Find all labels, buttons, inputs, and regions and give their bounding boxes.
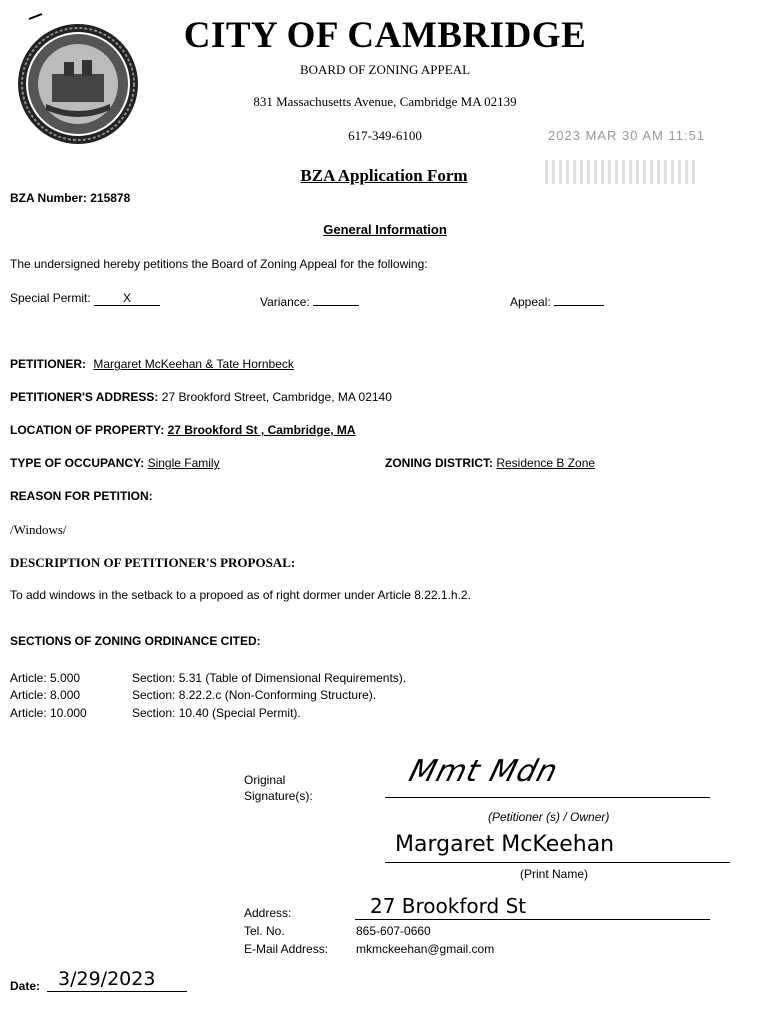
special-permit-field[interactable]: X [94,291,160,306]
sections-row-1 [10,671,406,685]
board-name: BOARD OF ZONING APPEAL [299,62,471,77]
description-label: DESCRIPTION OF PETITIONER'S PROPOSAL: [10,555,296,570]
form-title: BZA Application Form [300,166,468,185]
section-1: Section: 5.31 (Table of Dimensional Requirements). [132,671,407,685]
received-stamp-smudge [545,160,695,184]
petitioner-address-label: PETITIONER'S ADDRESS: [10,390,159,404]
handwritten-signature: Mmt Mdn [405,754,563,789]
occupancy-row [10,456,220,470]
sections-row-3 [10,706,301,720]
date-value: 3/29/2023 [58,968,156,990]
article-2: Article: 8.000 [10,688,81,702]
email-label: E-Mail Address: [244,942,329,956]
occupancy-label: TYPE OF OCCUPANCY: [10,456,145,470]
section-2: Section: 8.22.2.c (Non-Conforming Structure). [132,688,377,702]
signature-line [385,797,710,798]
city-seal [16,22,140,146]
general-info-heading: General Information [323,222,447,237]
special-permit-row [10,291,160,306]
variance-label: Variance: [260,295,310,309]
city-title: CITY OF CAMBRIDGE [183,15,587,56]
petitioner-caption: (Petitioner (s) / Owner) [488,810,610,824]
location-value: 27 Brookford St , Cambridge, MA [167,423,356,437]
bza-number: BZA Number: 215878 [10,191,131,205]
petitioner-row [10,357,294,371]
received-stamp: 2023 MAR 30 AM 11:51 [548,128,706,143]
petitioner-address-row [10,390,392,404]
print-name-line [385,862,730,863]
variance-row [260,291,359,309]
appeal-label: Appeal: [510,295,551,309]
article-3: Article: 10.000 [10,706,87,720]
appeal-field[interactable] [554,291,604,306]
address-line [355,919,710,920]
board-phone: 617-349-6100 [348,128,422,143]
occupancy-value: Single Family [147,456,220,470]
description-value: To add windows in the setback to a propoed as of right dormer under Article 8.22.1.h.2. [10,588,471,602]
print-name-value: Margaret McKeehan [395,832,615,857]
date-label: Date: [10,979,41,993]
address-label: Address: [244,906,292,920]
print-name-caption: (Print Name) [520,867,589,881]
petitioner-label: PETITIONER: [10,357,87,371]
location-label: LOCATION OF PROPERTY: [10,423,165,437]
petitioner-address-value: 27 Brookford Street, Cambridge, MA 02140 [161,390,392,404]
tel-label: Tel. No. [244,924,285,938]
article-1: Article: 5.000 [10,671,81,685]
petitioner-value: Margaret McKeehan & Tate Hornbeck [93,357,294,371]
sections-row-2 [10,688,376,702]
zoning-value: Residence B Zone [496,456,596,470]
original-signature-label-1: Original [244,773,286,787]
petition-intro: The undersigned hereby petitions the Board of Zoning Appeal for the following: [10,257,428,271]
original-signature-label-2: Signature(s): [244,789,313,803]
zoning-label: ZONING DISTRICT: [385,456,493,470]
reason-label: REASON FOR PETITION: [10,489,153,503]
tel-value: 865-607-0660 [356,924,431,938]
date-line [47,991,187,992]
location-row [10,423,356,437]
board-address: 831 Massachusetts Avenue, Cambridge MA 02139 [253,94,517,109]
appeal-row [510,291,604,309]
zoning-row [385,456,595,470]
special-permit-label: Special Permit: [10,291,91,305]
address-value: 27 Brookford St [370,894,527,918]
scan-mark [28,8,44,16]
section-3: Section: 10.40 (Special Permit). [132,706,301,720]
email-value: mkmckeehan@gmail.com [356,942,495,956]
variance-field[interactable] [313,291,359,306]
reason-value: /Windows/ [10,522,67,537]
sections-heading: SECTIONS OF ZONING ORDINANCE CITED: [10,634,261,648]
